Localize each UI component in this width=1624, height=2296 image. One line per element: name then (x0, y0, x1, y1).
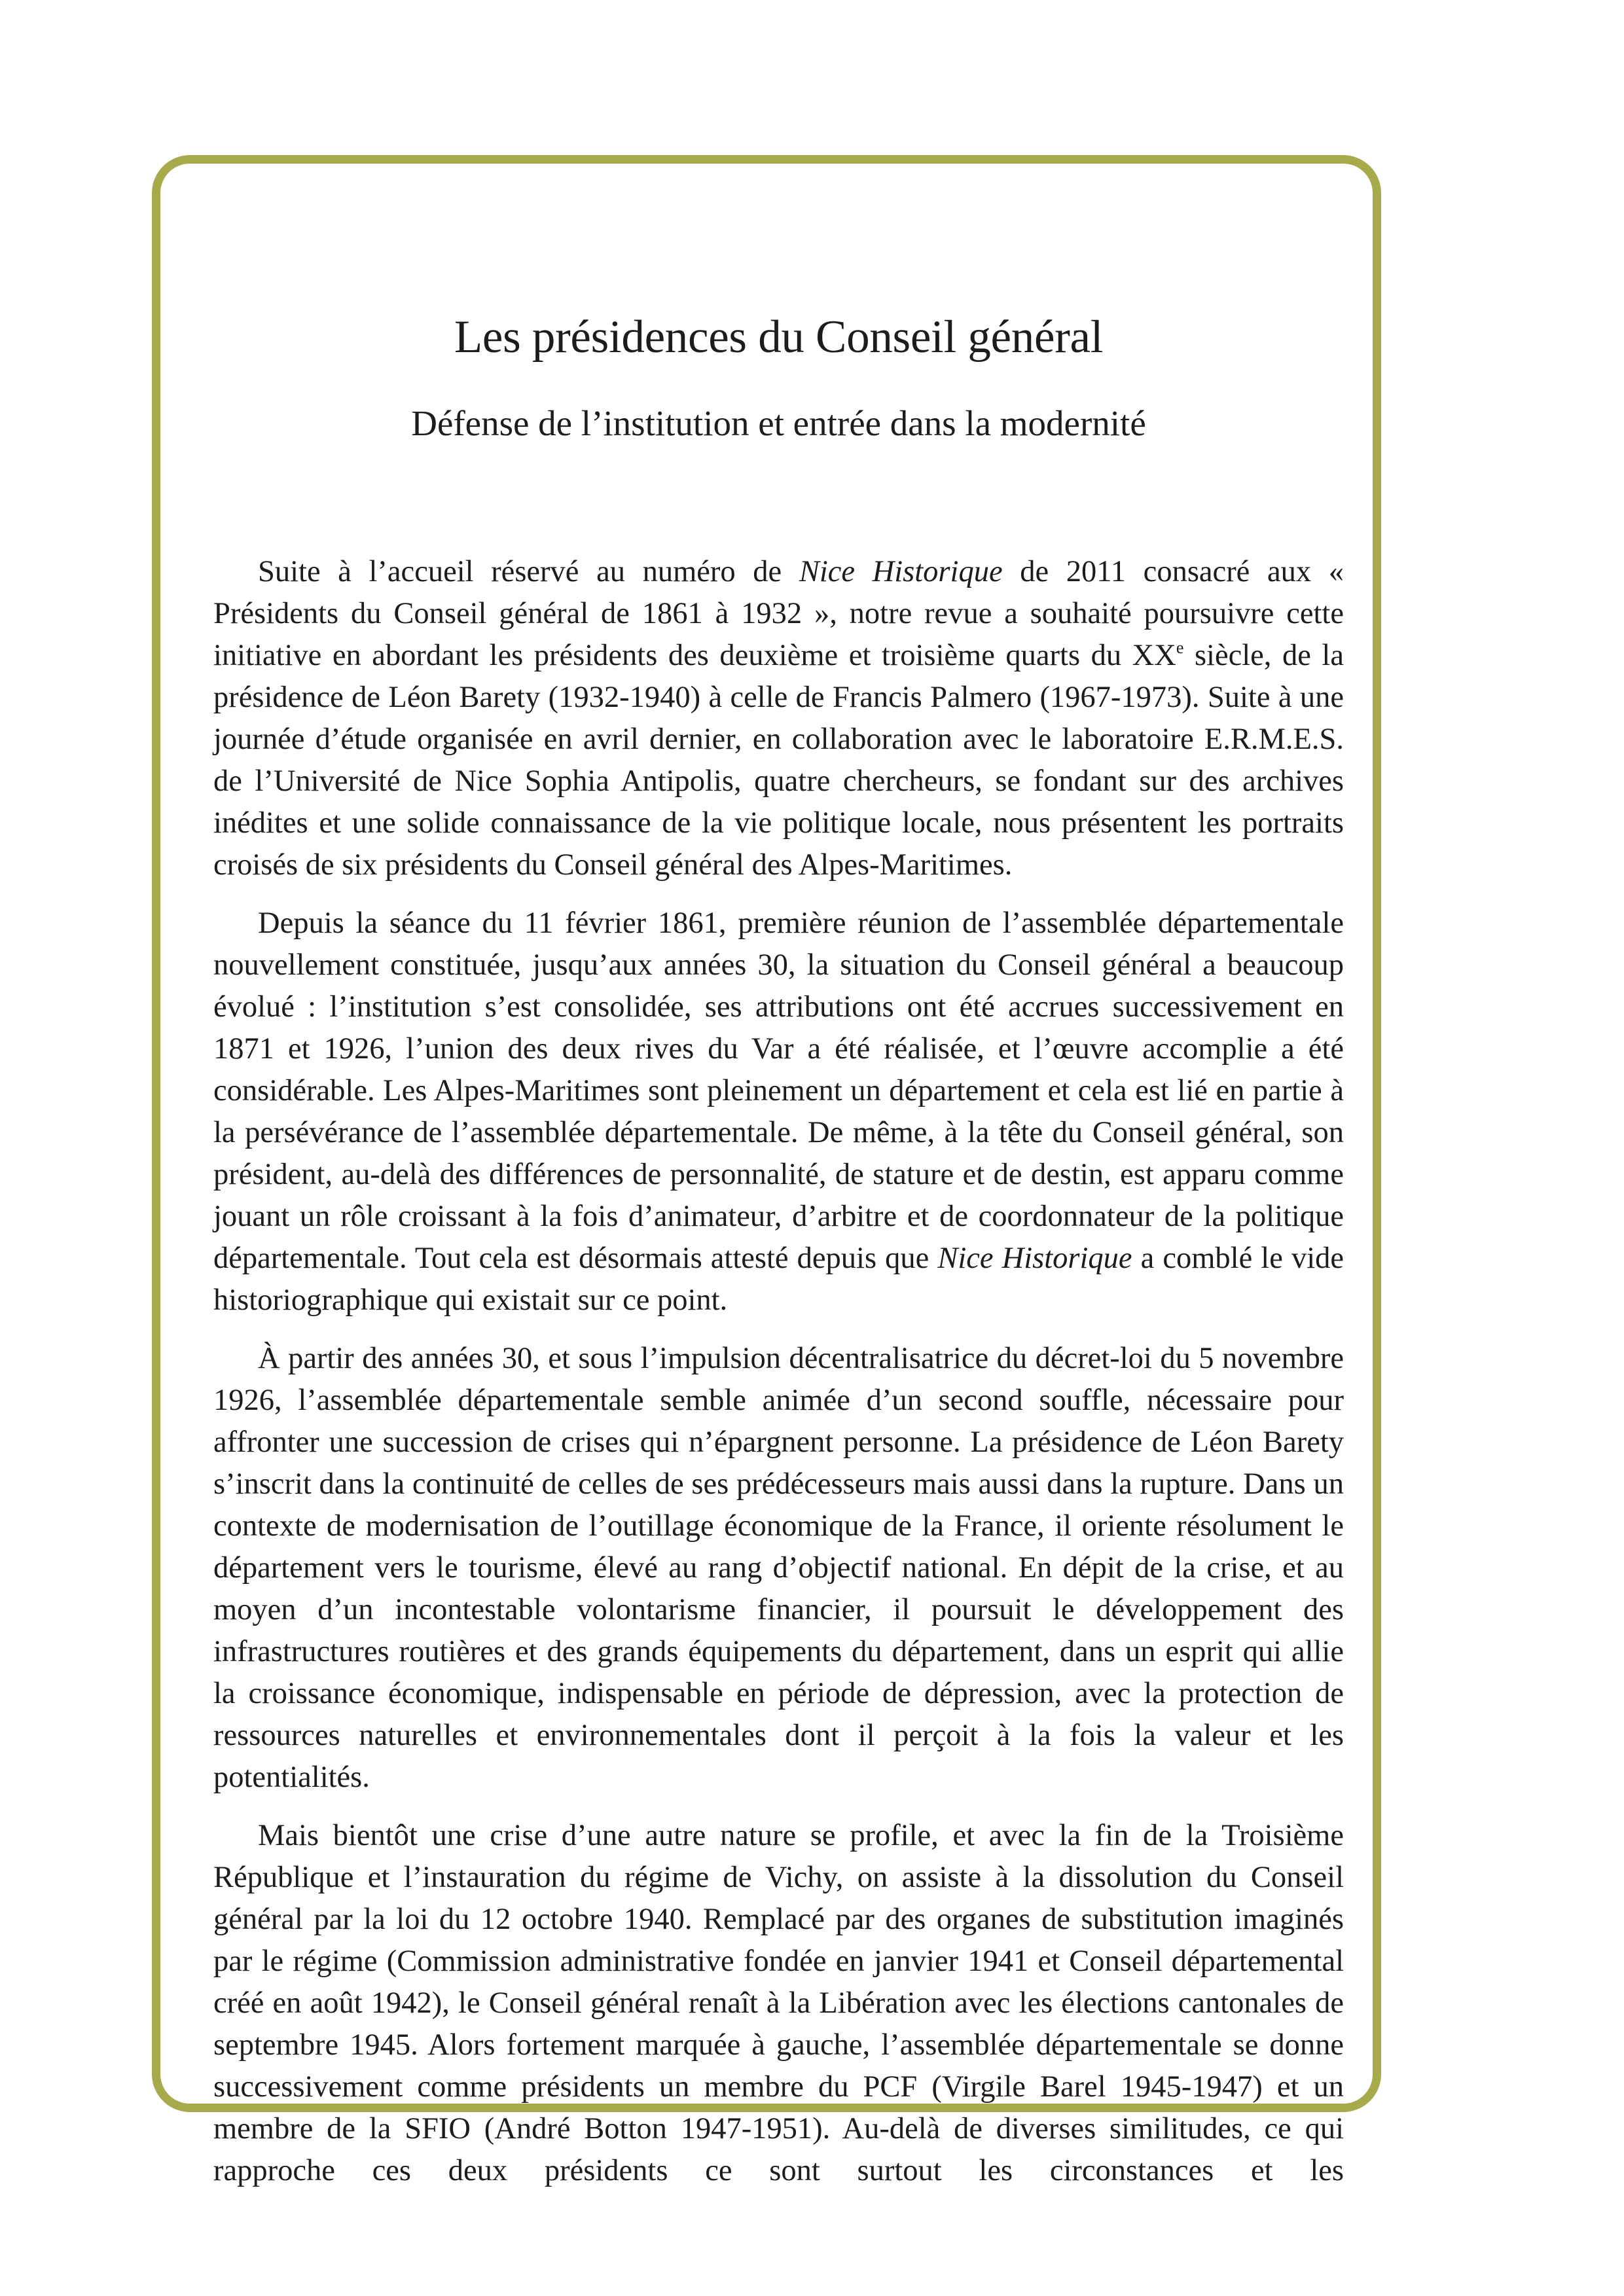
paragraph-2-text-a: Depuis la séance du 11 février 1861, première réunion de l’assemblée départementale nouvellement constituée, jusqu’aux années 30, la situation du Conseil général a beaucoup évolué : l’institution s’est consolidée, ses attributions ont été accrues successivement en 1871 et 1926, l’union des deux rives du Var a été réalisée, et l’œuvre accomplie a été considérable. Les Alpes-Maritimes sont pleinement un département et cela est lié en partie à la persévérance de l’assemblée départementale. De même, à la tête du Conseil général, son président, au-delà des différences de personnalité, de stature et de destin, est apparu comme jouant un rôle croissant à la fois d’animateur, d’arbitre et de coordonnateur de la politique départementale. Tout cela est désormais attesté depuis que (213, 906, 1344, 1275)
paragraph-4: Mais bientôt une crise d’une autre nature se profile, et avec la fin de la Troisième République et l’instauration du régime de Vichy, on assiste à la dissolution du Conseil général par la loi du 12 octobre 1940. Remplacé par des organes de substitution imaginés par le régime (Commission administrative fondée en janvier 1941 et Conseil départemental créé en août 1942), le Conseil général renaît à la Libération avec les élections cantonales de septembre 1945. Alors fortement marquée à gauche, l’assemblée départementale se donne successivement comme présidents un membre du PCF (Virgile Barel 1945-1947) et un membre de la SFIO (André Botton 1947-1951). Au-delà de diverses similitudes, ce qui rapproche ces deux présidents ce sont surtout les circonstances et les (213, 1819, 1344, 2187)
article-body (213, 551, 1344, 2192)
paragraph-1-text-c: de 2011 consacré aux « Présidents du Conseil général de 1861 à 1932 », notre revue a souhaité poursuivre cette initiative en abordant les présidents des deuxième et troisième quarts du XX (213, 555, 1344, 672)
page-title: Les présidences du Conseil général (454, 312, 1104, 363)
century-superscript: e (1176, 638, 1184, 657)
journal-title: Nice Historique (937, 1242, 1132, 1275)
journal-title: Nice Historique (799, 555, 1003, 588)
paragraph-1 (213, 551, 1344, 886)
paragraph-1-text-e: siècle, de la présidence de Léon Barety (1932-1940) à celle de Francis Palmero (1967-1973). Suite à une journée d’étude organisée en avril dernier, en collaboration avec le laboratoire E.R.M.E.S. de l’Université de Nice Sophia Antipolis, quatre chercheurs, se fondant sur des archives inédites et une solide connaissance de la vie politique locale, nous présentent les portraits croisés de six présidents du Conseil général des Alpes-Maritimes. (213, 639, 1344, 882)
paragraph-1-text-a: Suite à l’accueil réservé au numéro de (258, 555, 799, 588)
paragraph-2 (213, 903, 1344, 1321)
paragraph-2-text-c: a comblé le vide historiographique qui existait sur ce point. (213, 1242, 1344, 1317)
paragraph-3: À partir des années 30, et sous l’impulsion décentralisatrice du décret-loi du 5 novembre 1926, l’assemblée départementale semble animée d’un second souffle, nécessaire pour affronter une succession de crises qui n’épargnent personne. La présidence de Léon Barety s’inscrit dans la continuité de celles de ses prédécesseurs mais aussi dans la rupture. Dans un contexte de modernisation de l’outillage économique de la France, il oriente résolument le département vers le tourisme, élevé au rang d’objectif national. En dépit de la crise, et au moyen d’un incontestable volontarisme financier, il poursuit le développement des infrastructures routières et des grands équipements du département, dans un esprit qui allie la croissance économique, indispensable en période de dépression, avec la protection de ressources naturelles et environnementales dont il perçoit à la fois la valeur et les potentialités. (213, 1342, 1344, 1794)
page-subtitle: Défense de l’institution et entrée dans la modernité (411, 403, 1146, 443)
article (213, 308, 1344, 2208)
